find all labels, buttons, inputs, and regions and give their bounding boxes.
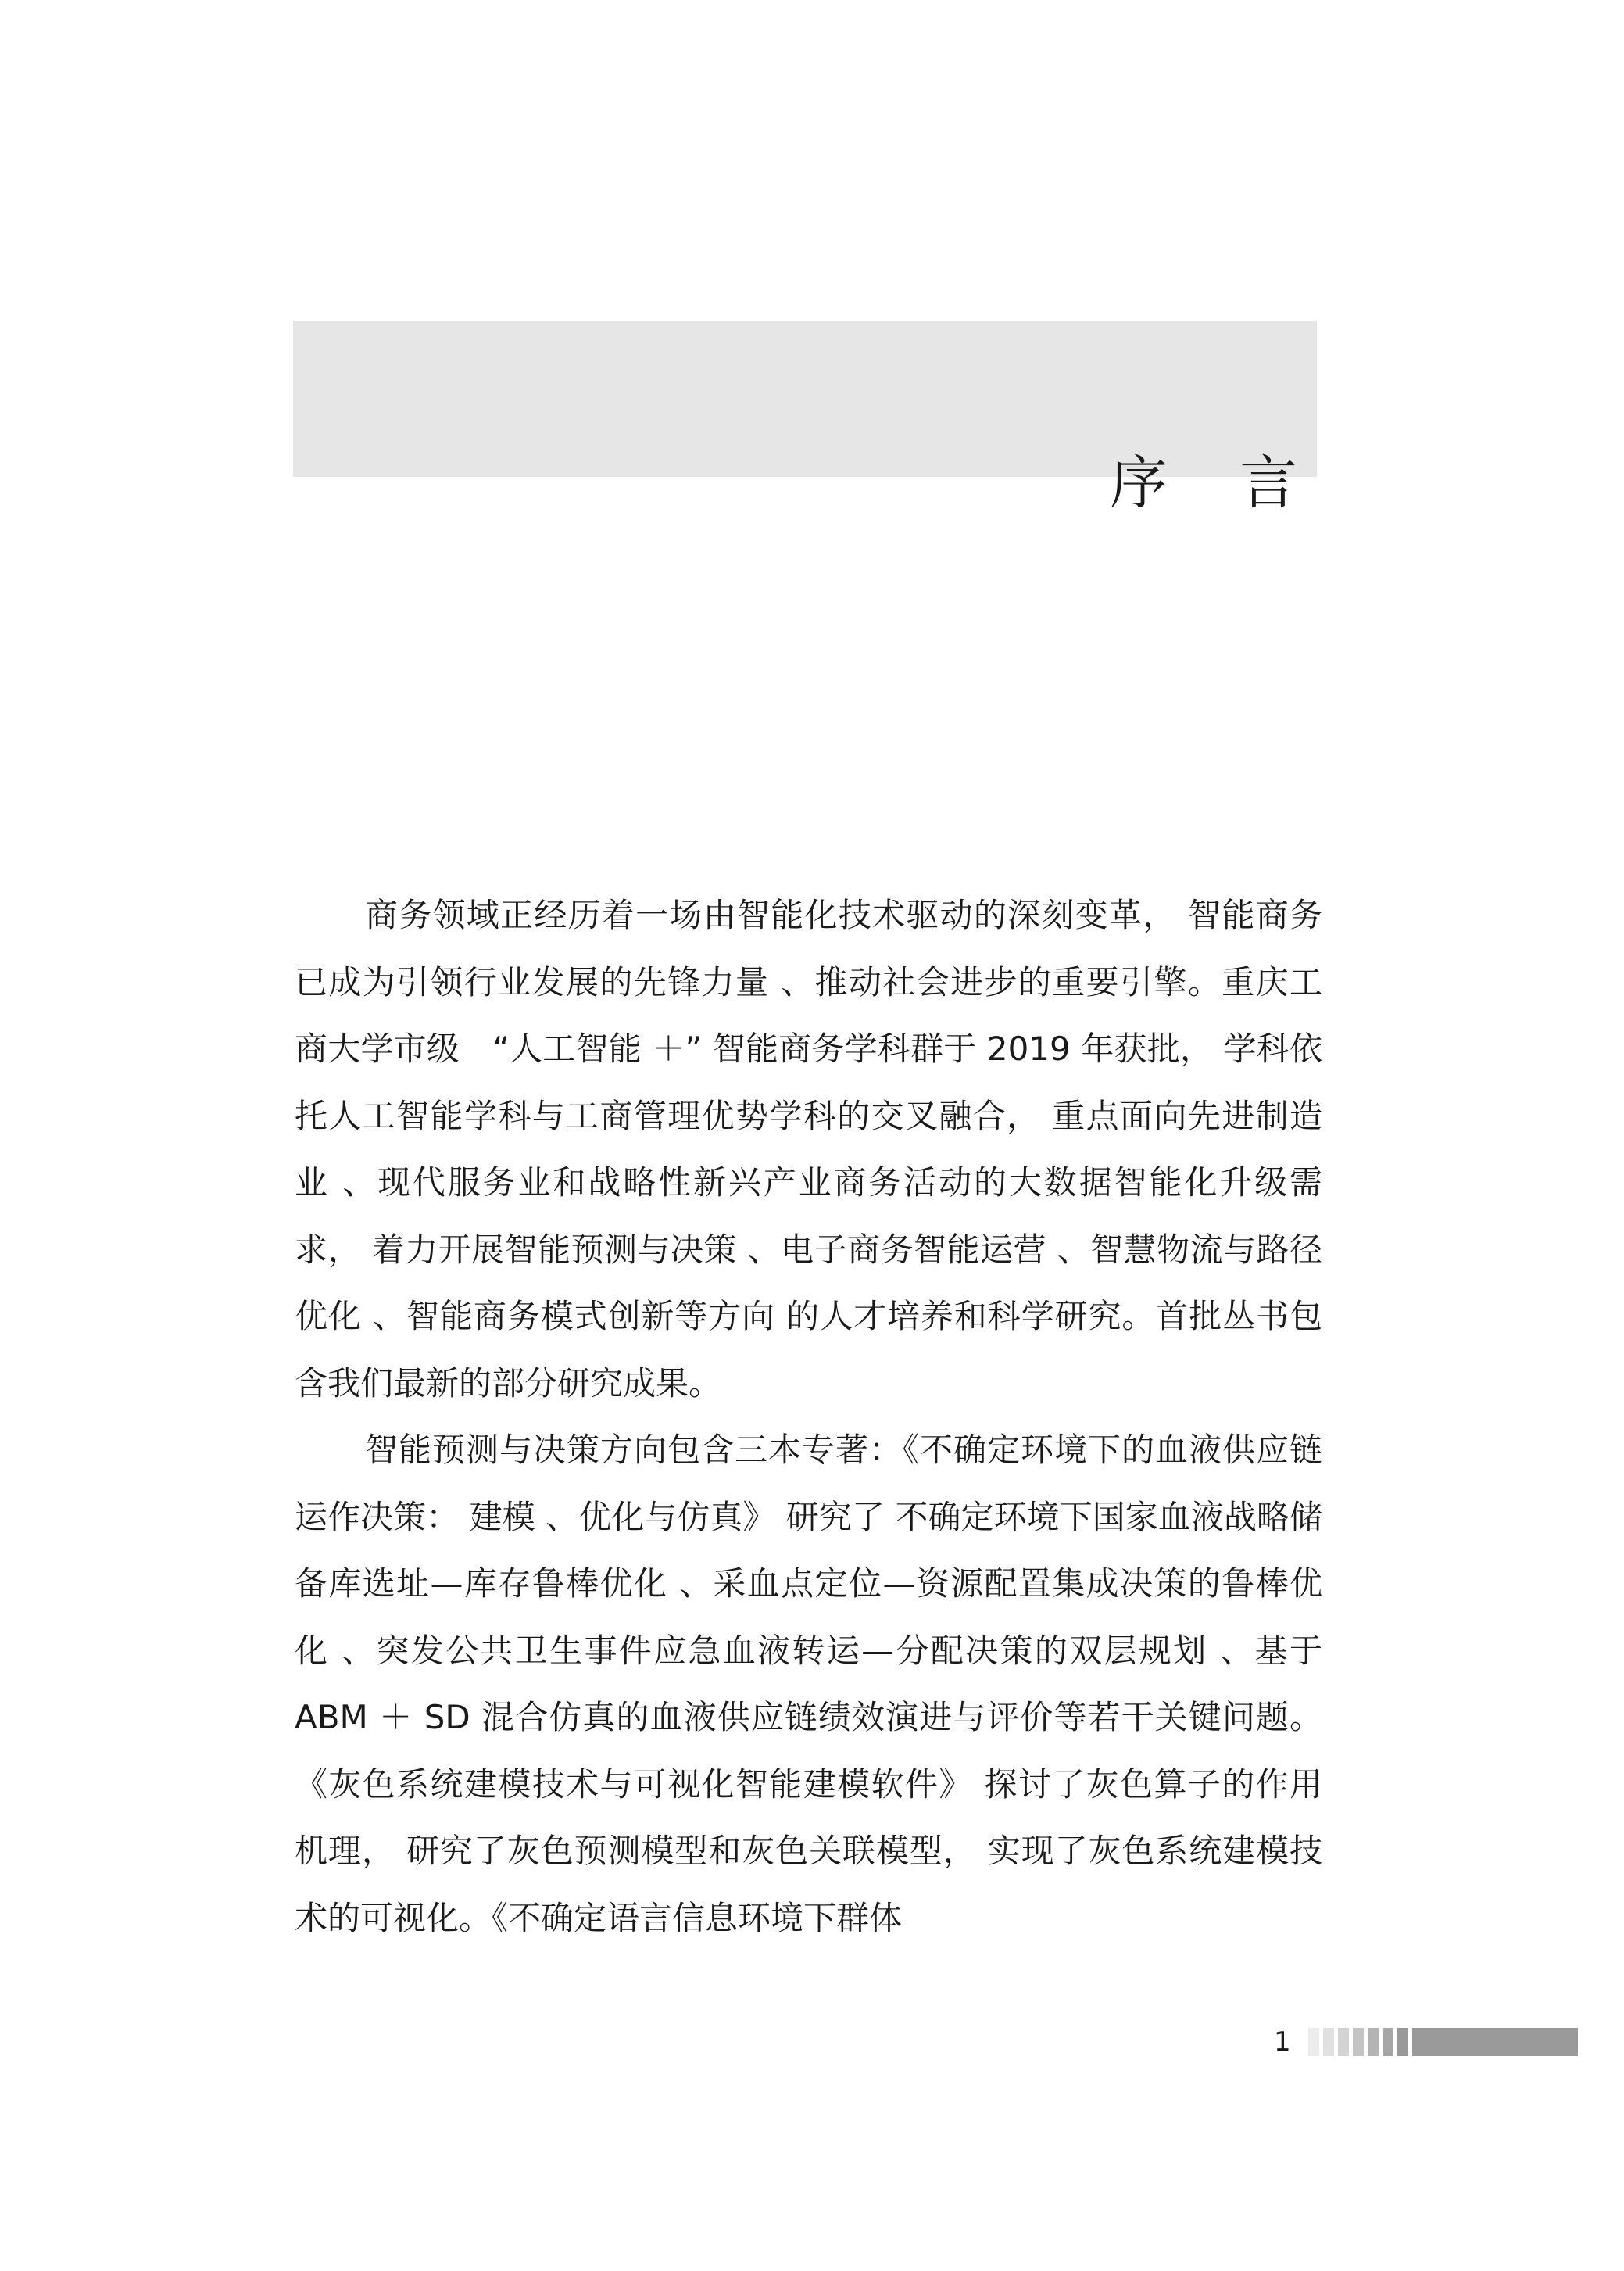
- page-footer: [1274, 2025, 1578, 2059]
- page-bar-segment: [1323, 2028, 1334, 2056]
- page-number: 1: [1274, 2026, 1291, 2058]
- paragraph-2: 智能预测与决策方向包含三本专著：《不确定环境下的血液供应链运作决策： 建模 、优化与仿真》 研究了 不确定环境下国家血液战略储备库选址—库存鲁棒优化 、采血点定位—资源配置集成决策的鲁棒优化 、突发公共卫生事件应急血液转运—分配决策的双层规划 、基于 ABM ＋ SD 混合仿真的血液供应链绩效演进与评价等若干关键问题。《灰色系统建模技术与可视化智能建模软件》 探讨了灰色算子的作用机理， 研究了灰色预测模型和灰色关联模型， 实现了灰色系统建模技术的可视化。《不确定语言信息环境下群体: [295, 1431, 1322, 1937]
- page-bar-segment: [1397, 2028, 1408, 2056]
- paragraph-1: 商务领域正经历着一场由智能化技术驱动的深刻变革， 智能商务已成为引领行业发展的先锋力量 、推动社会进步的重要引擎。重庆工商大学市级 “人工智能 ＋” 智能商务学科群于 2019 年获批， 学科依托人工智能学科与工商管理优势学科的交叉融合， 重点面向先进制造业 、现代服务业和战略性新兴产业商务活动的大数据智能化升级需求， 着力开展智能预测与决策 、电子商务智能运营 、智慧物流与路径优化 、智能商务模式创新等方向 的人才培养和科学研究。首批丛书包含我们最新的部分研究成果。: [295, 896, 1322, 1402]
- body-text: [295, 882, 1322, 1951]
- page-bar-end: [1412, 2028, 1578, 2056]
- page-bar-segment: [1308, 2028, 1319, 2056]
- chapter-title: 序言: [1110, 450, 1369, 517]
- page-bar-segment: [1338, 2028, 1349, 2056]
- page-bar-segment: [1383, 2028, 1393, 2056]
- page-bar-segment: [1353, 2028, 1364, 2056]
- page-decoration-bar: [1308, 2028, 1578, 2056]
- page-bar-segment: [1368, 2028, 1379, 2056]
